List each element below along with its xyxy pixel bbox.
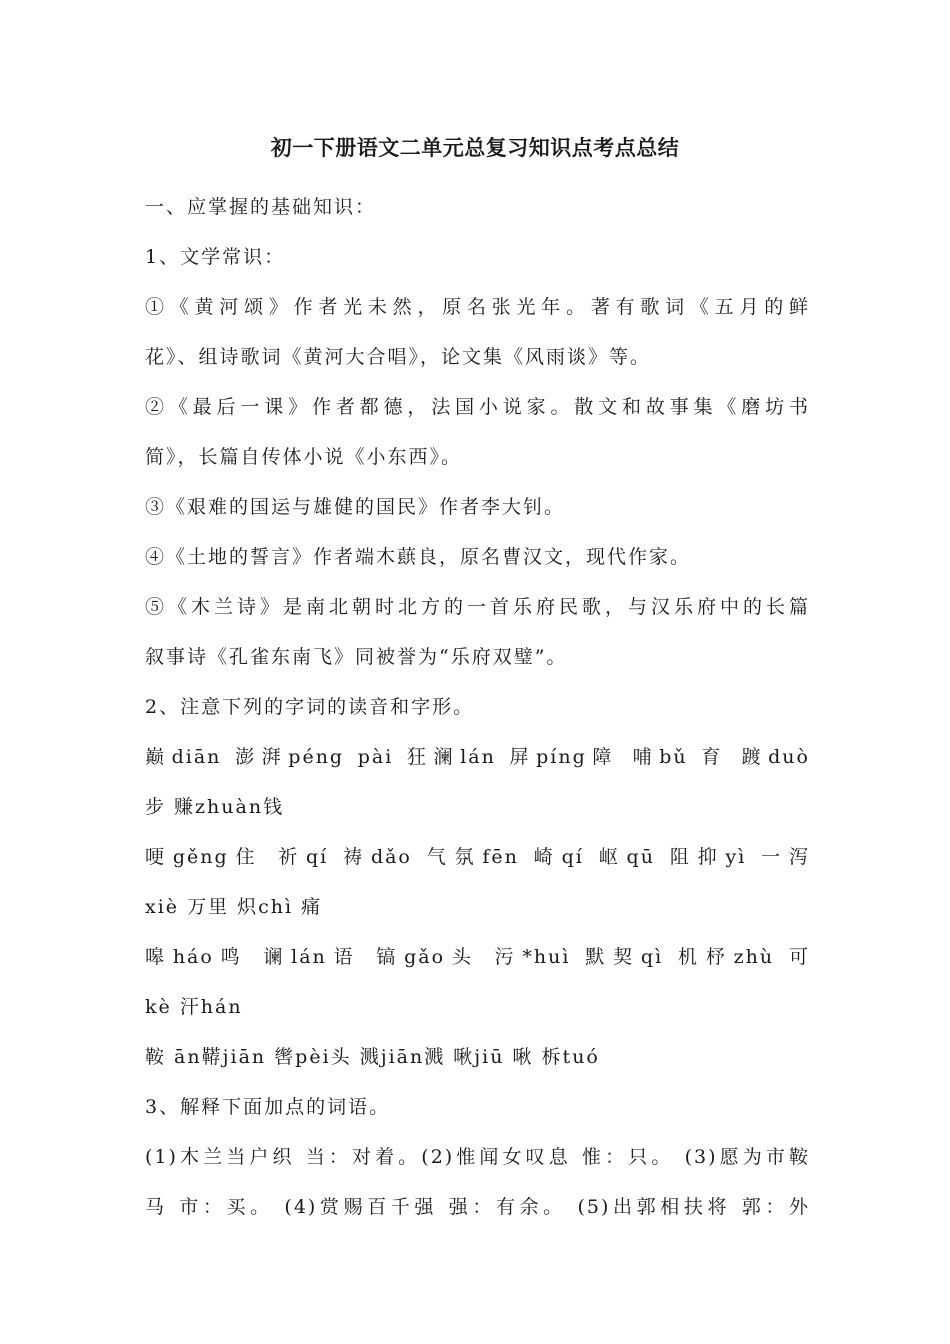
text-line: (1)木兰当户织 当：对着。(2)惟闻女叹息 惟：只。 (3)愿为市鞍 (145, 1146, 810, 1168)
text-line: 马 市：买。 (4)赏赐百千强 强：有余。 (5)出郭相扶将 郭：外 (145, 1196, 810, 1218)
text-line: xiè 万里 炽chì 痛 (145, 896, 323, 918)
text-line: ③《艰难的国运与雄健的国民》作者李大钊。 (145, 496, 566, 518)
text-line: 简》，长篇自传体小说《小东西》。 (145, 446, 463, 468)
text-line: 花》、组诗歌词《黄河大合唱》，论文集《风雨谈》等。 (145, 346, 652, 368)
text-line: 步 赚zhuàn钱 (145, 796, 285, 818)
text-line: 鞍 ān鞯jiān 辔pèi头 溅jiān溅 啾jiū 啾 柝tuó (145, 1046, 600, 1068)
text-line: 2、注意下列的字词的读音和字形。 (145, 696, 475, 718)
text-line: 叙事诗《孔雀东南飞》同被誉为“乐府双璧”。 (145, 646, 568, 668)
text-line: kè 汗hán (145, 996, 243, 1018)
text-line: 巅diān 澎湃péng pài 狂澜lán 屏píng障 哺bǔ 育 踱duò (145, 746, 810, 768)
text-line: ①《黄河颂》作者光未然，原名张光年。著有歌词《五月的鲜 (145, 296, 810, 318)
text-line: ④《土地的誓言》作者端木蕻良，原名曹汉文，现代作家。 (145, 546, 692, 568)
text-line: ⑤《木兰诗》是南北朝时北方的一首乐府民歌，与汉乐府中的长篇 (145, 596, 810, 618)
page-title: 初一下册语文二单元总复习知识点考点总结 (270, 136, 680, 160)
text-line: 一、应掌握的基础知识： (145, 196, 377, 218)
document-body (145, 182, 810, 1232)
text-line: 1、文学常识： (145, 246, 286, 268)
text-line: 3、解释下面加点的词语。 (145, 1096, 391, 1118)
text-line: ②《最后一课》作者都德，法国小说家。散文和故事集《磨坊书 (145, 396, 810, 418)
text-line: 哽gěng住 祈qí 祷dǎo 气氛fēn 崎qí 岖qū 阻抑yì 一泻 (145, 846, 810, 868)
text-line: 嗥háo鸣 谰lán语 镐gǎo头 污*huì 默契qì 机杼zhù 可 (145, 946, 810, 968)
